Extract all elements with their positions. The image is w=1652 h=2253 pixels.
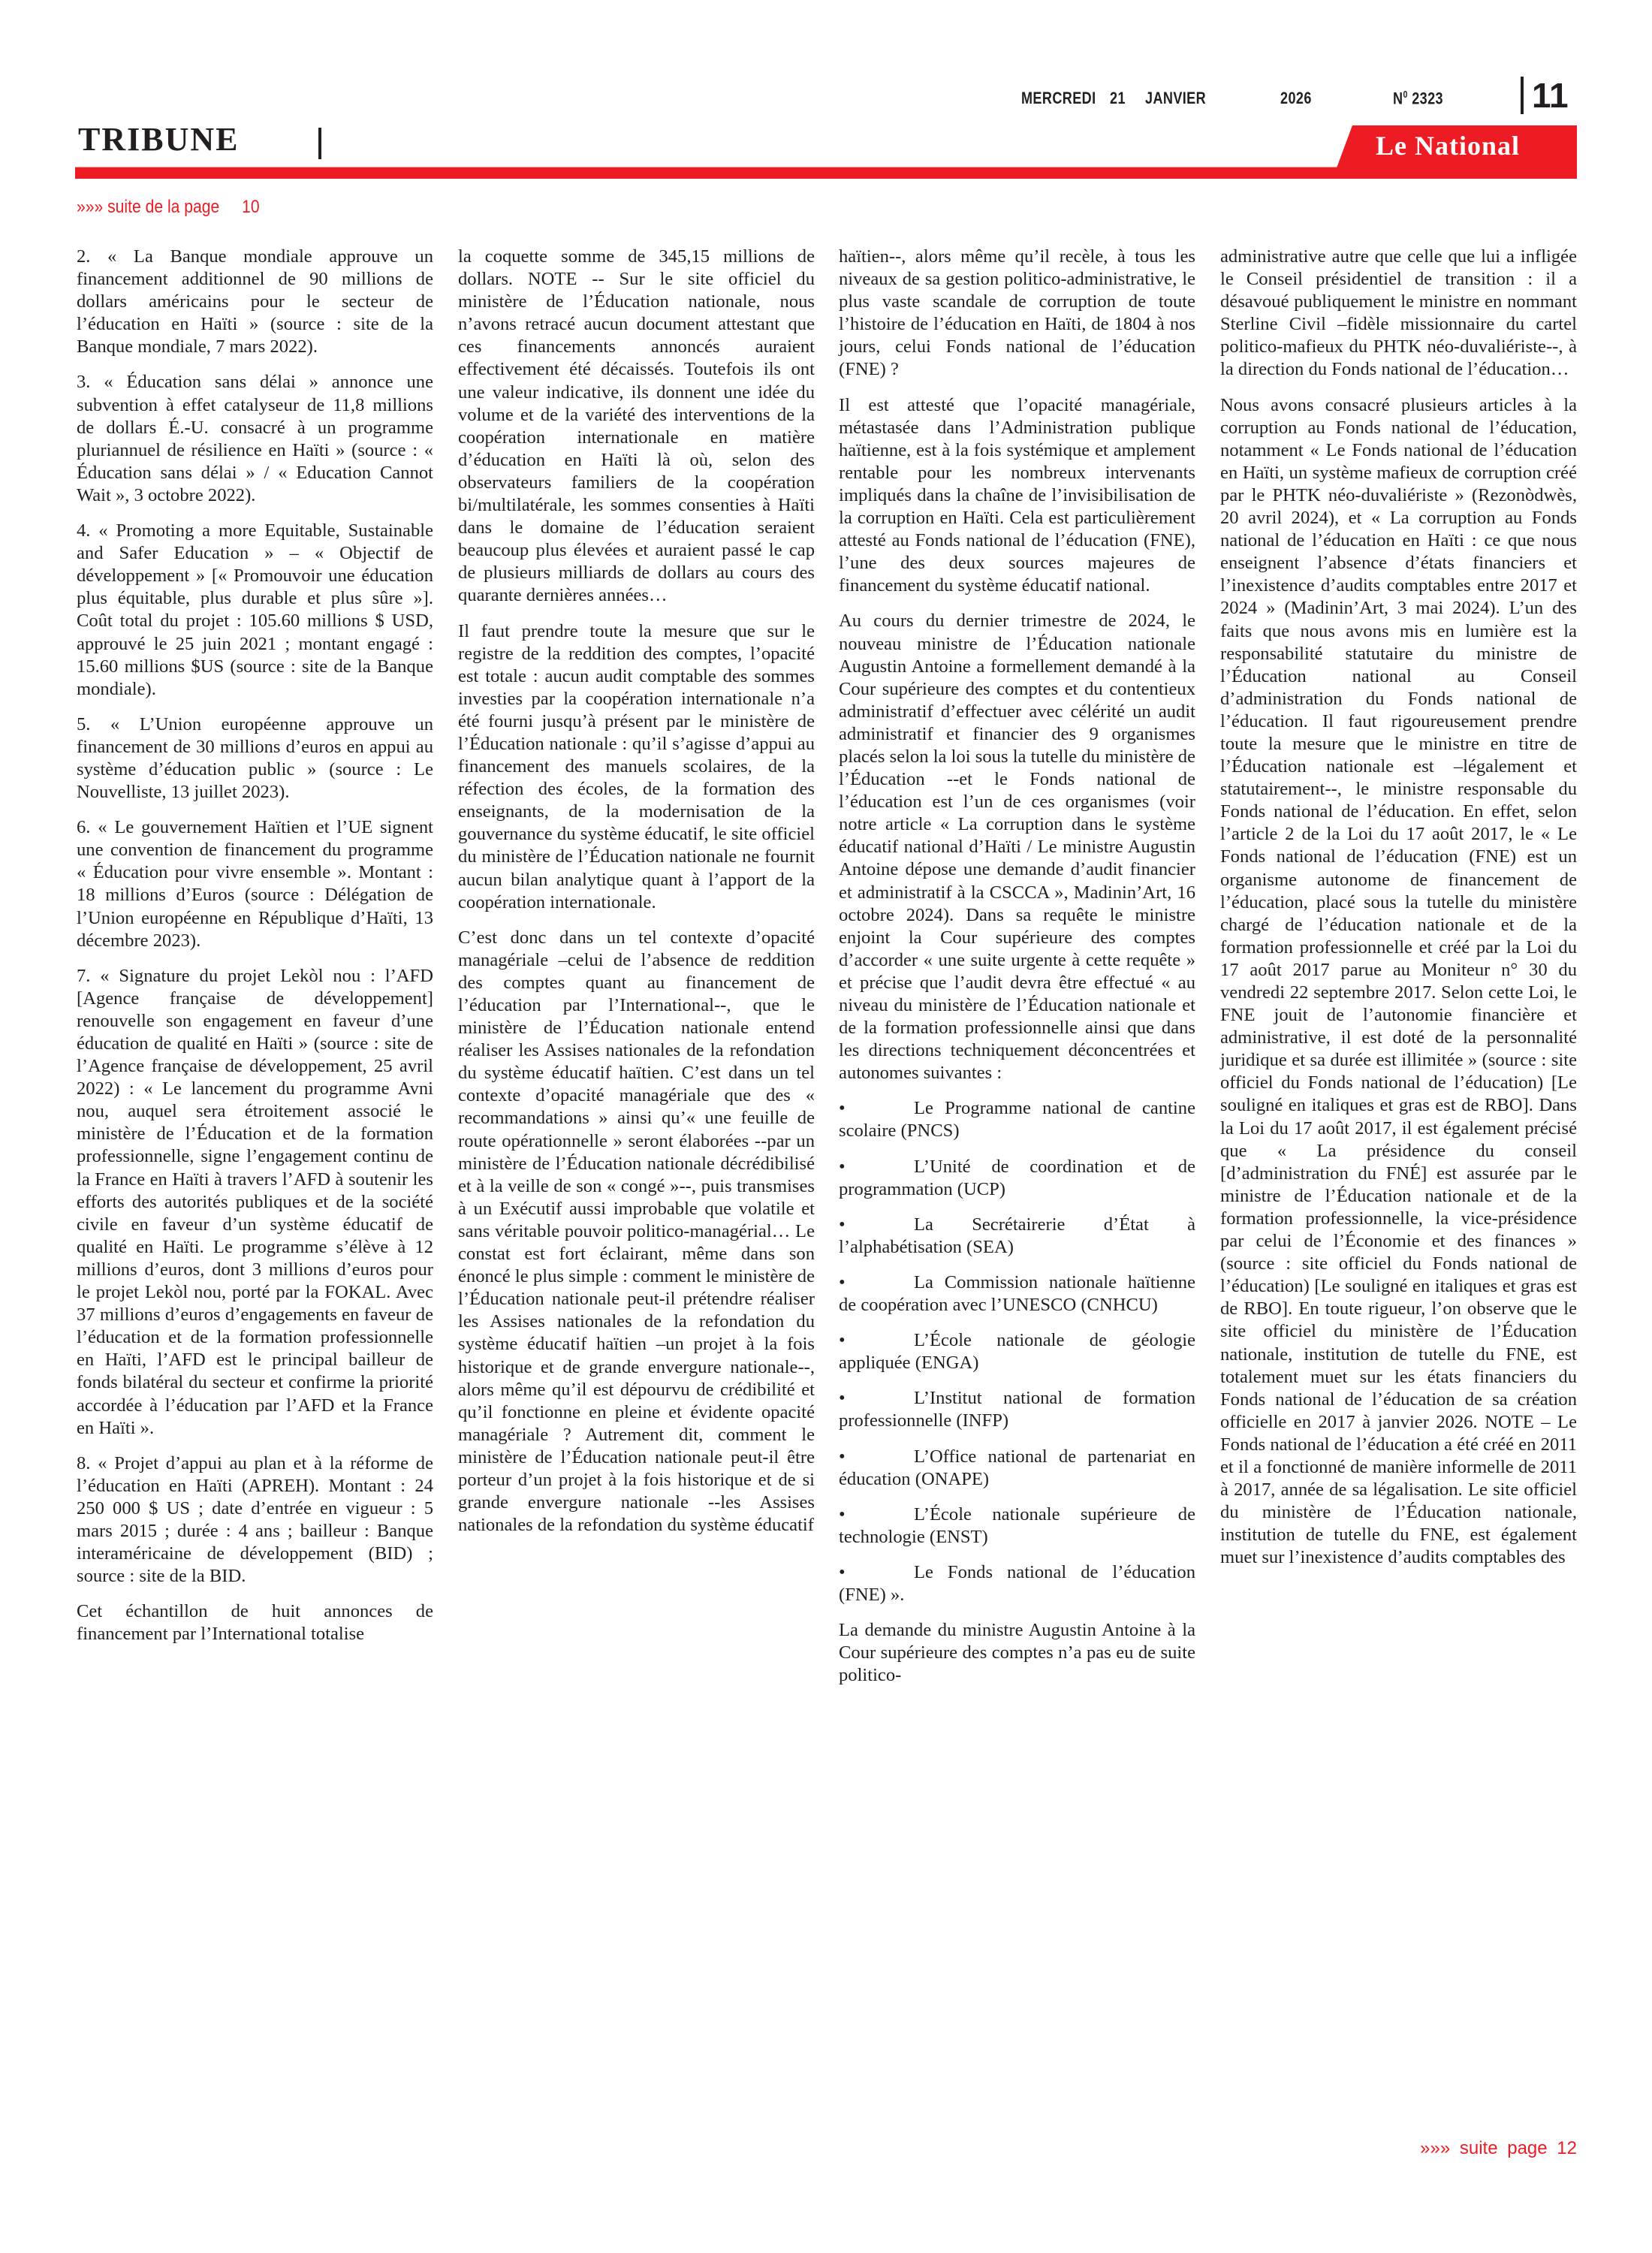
issue-prefix-sup: 0 [1403, 89, 1408, 100]
paragraph: la coquette somme de 345,15 millions de dollars. NOTE -- Sur le site officiel du ministère de l’Éducation nationale, nous n’avons retracé aucun document attestant que ces financements annoncés auraient effectivement été décaissés. Toutefois ils ont une valeur indicative, ils donnent une idée du volume et de la variété des interventions de la coopération internationale en matière d’éducation en Haïti là où, selon des observateurs familiers de la coopération bi/multilatérale, les sommes consenties à Haïti dans le domaine de l’éducation seraient beaucoup plus élevées et auraient passé le cap de plusieurs milliards de dollars au cours des quarante dernières années… [458, 246, 815, 606]
list-item [839, 1329, 1195, 1374]
paragraph: 3. « Éducation sans délai » annonce une subvention à effet catalyseur de 11,8 millions de dollars É.-U. consacré à un programme pluriannuel de résilience en Haïti » (source : « Éducation sans délai » / « Education Cannot Wait », 3 octobre 2022). [77, 372, 433, 505]
article-column-2 [458, 246, 815, 1549]
section-divider [318, 128, 321, 159]
bullet-icon: • [839, 1330, 846, 1351]
list-item [839, 1446, 1195, 1491]
newspaper-logo: Le National [1376, 131, 1521, 161]
paragraph: La demande du ministre Augustin Antoine à la Cour supérieure des comptes n’a pas eu de suite politico- [839, 1620, 1195, 1686]
bullet-icon: • [839, 1156, 846, 1177]
header-divider [1521, 77, 1524, 114]
continued-from-label: »»» suite de la page [77, 197, 220, 217]
issue-year: 2026 [1280, 89, 1312, 107]
paragraph: Il faut prendre toute la mesure que sur le registre de la reddition des comptes, l’opacité est totale : aucun audit comptable des sommes investies par la coopération internationale n’a été fourni jusqu’à présent par le ministère de l’Éducation nationale : qu’il s’agisse d’appui au financement des manuels scolaires, de la réfection des écoles, de la formation des enseignants, de la modernisation de la gouvernance du système éducatif, le site officiel du ministère de l’Éducation nationale ne fournit aucun bilan analytique quant à l’apport de la coopération internationale. [458, 620, 815, 912]
list-item-text: La Secrétairerie d’État à l’alphabétisation (SEA) [839, 1214, 1195, 1257]
paragraph: 8. « Projet d’appui au plan et à la réforme de l’éducation en Haïti (APREH). Montant : 24 250 000 $ US ; date d’entrée en vigueur : 5 mars 2015 ; durée : 4 ans ; bailleur : Banque interaméricaine de développement (BID) ; source : site de la BID. [77, 1452, 433, 1587]
bullet-icon: • [839, 1098, 846, 1119]
list-item-text: L’École nationale de géologie appliquée (ENGA) [839, 1330, 1195, 1374]
article-column-4 [1220, 246, 1577, 1582]
bullet-icon: • [839, 1561, 846, 1582]
paragraph: administrative autre que celle que lui a infligée le Conseil présidentiel de transition : il a désavoué publiquement le ministre en nommant Sterline Civil –fidèle missionnaire du cartel politico-mafieux du PHTK néo-duvaliériste--, à la direction du Fonds national de l’éducation… [1220, 246, 1577, 380]
paragraph: Cet échantillon de huit annonces de financement par l’International totalise [77, 1601, 433, 1645]
paragraph: Nous avons consacré plusieurs articles à la corruption au Fonds national de l’éducation, notamment « Le Fonds national de l’éducation en Haïti, un système mafieux de corruption créé par le PHTK néo-duvaliériste » (Rezonòdwès, 20 avril 2024), et « La corruption au Fonds national de l’éducation en Haïti : ce que nous enseignent l’absence d’états financiers et l’inexistence d’audits comptables entre 2017 et 2024 » (Madinin’Art, 3 mai 2024). L’un des faits que nous avons mis en lumière est la responsabilité statutaire du ministre de l’Éducation national au Conseil d’administration du Fonds national de l’éducation. Il faut rigoureusement prendre toute la mesure que le ministre en titre de l’Éducation nationale est –légalement et statutairement--, le ministre responsable du Fonds national de l’éducation. En effet, selon l’article 2 de la Loi du 17 août 2017, le « Le Fonds national de l’éducation (FNE) est un organisme autonome de financement de l’éducation, placé sous la tutelle du ministère chargé de l’éducation nationale et de la formation professionnelle et créé par la Loi du 17 août 2017 parue au Moniteur n° 30 du vendredi 22 septembre 2017. Selon cette Loi, le FNE jouit de l’autonomie financière et administrative, il est doté de la personnalité juridique et sa durée est illimitée » (source : site officiel du Fonds national de l’éducation) [Le souligné en italiques et gras est de RBO]. Dans la Loi du 17 août 2017, il est également précisé que « La présidence du conseil [d’administration du FNÉ] est assurée par le ministre de l’Éducation nationale et de la formation professionnelle, la vice-présidence par celui de l’Économie et des finances » (source : site officiel du Fonds national de l’éducation) [Le souligné en italiques et gras est de RBO]. En toute rigueur, l’on observe que le site officiel du ministère de l’Éducation nationale, institution de tutelle du FNE, est totalement muet sur les états financiers du Fonds national de l’éducation de sa création officielle en 2017 à janvier 2026. NOTE – Le Fonds national de l’éducation a été créé en 2011 et il a fonctionné de manière informelle de 2011 à 2017, année de sa légalisation. Le site officiel du ministère de l’Éducation nationale, institution de tutelle du FNE, est également muet sur l’inexistence d’audits comptables des [1220, 394, 1577, 1568]
bullet-icon: • [839, 1504, 846, 1525]
continued-from [77, 197, 260, 218]
section-title: TRIBUNE [78, 121, 240, 158]
list-item-text: L’École nationale supérieure de technologie (ENST) [839, 1504, 1195, 1547]
list-item-text: Le Fonds national de l’éducation (FNE) ». [839, 1561, 1195, 1605]
issue-date: 21 [1110, 89, 1126, 107]
issue-month: JANVIER [1145, 89, 1207, 107]
issue-number-value: 2323 [1412, 89, 1443, 108]
bullet-icon: • [839, 1388, 846, 1409]
list-item-text: L’Institut national de formation professionnelle (INFP) [839, 1388, 1195, 1431]
list-item [839, 1214, 1195, 1259]
continued-to-label: »»» suite page [1420, 2138, 1548, 2158]
list-item-text: La Commission nationale haïtienne de coopération avec l’UNESCO (CNHCU) [839, 1271, 1195, 1316]
continued-from-page: 10 [242, 197, 260, 217]
paragraph: Au cours du dernier trimestre de 2024, le nouveau ministre de l’Éducation nationale Augustin Antoine a formellement demandé à la Cour supérieure des comptes et du contentieux administratif d’effectuer avec célérité un audit administratif et financier des 9 organismes placés selon la loi sous la tutelle du ministère de l’Éducation --et le Fonds national de l’éducation est l’un de ces organismes (voir notre article « La corruption dans le système éducatif national d’Haïti / Le ministre Augustin Antoine dépose une demande d’audit financier et administratif à la CSCCA », Madinin’Art, 16 octobre 2024). Dans sa requête le ministre enjoint la Cour supérieure des comptes d’accorder « une suite urgente à cette requête » et précise que l’audit devra être effectué « au niveau du ministère de l’Éducation nationale et de la formation professionnelle ainsi que dans les directions techniquement déconcentrées et autonomes suivantes : [839, 611, 1195, 1084]
page-header-meta [1021, 76, 1607, 119]
article-column-1 [77, 246, 433, 1658]
list-item [839, 1504, 1195, 1549]
paragraph: C’est donc dans un tel contexte d’opacité managériale –celui de l’absence de reddition des comptes quant au financement de l’éducation par l’International--, que le ministère de l’Éducation nationale entend réaliser les Assises nationales de la refondation du système éducatif haïtien. C’est dans un tel contexte d’opacité managériale que des « recommandations » ainsi qu’« une feuille de route opérationnelle » seront élaborées --par un ministère de l’Éducation nationale décrédibilisé et à la veille de son « congé »--, puis transmises à un Exécutif aussi improbable que volatile et sans véritable pouvoir politico-managérial… Le constat est fort éclairant, même dans son énoncé le plus simple : comment le ministère de l’Éducation nationale peut-il prétendre réaliser les Assises nationales de la refondation du système éducatif haïtien –un projet à la fois historique et de grande envergure nationale--, alors même qu’il est dépourvu de crédibilité et qu’il fonctionne en pleine et évidente opacité managériale ? Autrement dit, comment le ministère de l’Éducation nationale peut-il être porteur d’un projet à la fois historique et de si grande envergure nationale --les Assises nationales de la refondation du système éducatif [458, 927, 815, 1536]
bullet-icon: • [839, 1214, 846, 1235]
list-item [839, 1387, 1195, 1432]
paragraph: haïtien--, alors même qu’il recèle, à tous les niveaux de sa gestion politico-administrative, le plus vaste scandale de corruption de toute l’histoire de l’éducation en Haïti, de 1804 à nos jours, celui Fonds national de l’éducation (FNE) ? [839, 246, 1195, 380]
issue-number [1393, 89, 1443, 108]
list-item-text: L’Office national de partenariat en éducation (ONAPE) [839, 1446, 1195, 1489]
continued-to[interactable] [1420, 2138, 1577, 2159]
list-item [839, 1561, 1195, 1606]
continued-to-page: 12 [1557, 2138, 1577, 2158]
paragraph: 4. « Promoting a more Equitable, Sustainable and Safer Education » – « Objectif de développement » [« Promouvoir une éducation plus équitable, plus durable et plus sûre »]. Coût total du projet : 105.60 millions $ USD, approuvé le 25 juin 2021 ; montant engagé : 15.60 millions $US (source : site de la Banque mondiale). [77, 520, 433, 699]
bullet-icon: • [839, 1446, 846, 1467]
bullet-icon: • [839, 1271, 846, 1292]
list-item-text: Le Programme national de cantine scolaire (PNCS) [839, 1098, 1195, 1142]
paragraph: Il est attesté que l’opacité managériale, métastasée dans l’Administration publique haïtienne, est à la fois systémique et amplement rentable pour les nombreux intervenants impliqués dans la chaîne de l’invisibilisation de la corruption en Haïti. Cela est particulièrement attesté au Fonds national de l’éducation (FNE), l’une des deux sources majeures de financement du système éducatif national. [839, 394, 1195, 596]
paragraph: 7. « Signature du projet Lekòl nou : l’AFD [Agence française de développement] renouvelle son engagement en faveur d’une éducation de qualité en Haïti » (source : site de l’Agence française de développement, 25 avril 2022) : « Le lancement du programme Avni nou, auquel sera étroitement associé le ministère de l’Éducation et de la formation professionnelle, signe l’engagement continu de la France en Haïti à travers l’AFD à soutenir les efforts des autorités publiques et de la société civile en faveur d’un système éducatif de qualité en Haïti. Le programme s’élève à 12 millions d’euros, dont 3 millions d’euros pour le projet Lekòl nou, porté par la FOKAL. Avec 37 millions d’euros d’engagements en faveur de l’éducation et de la formation professionnelle en Haïti, l’AFD est le principal bailleur de fonds bilatéral du secteur et confirme la priorité accordée à l’éducation par l’AFD et la France en Haïti ». [77, 965, 433, 1438]
page-number: 11 [1532, 76, 1569, 115]
paragraph: 6. « Le gouvernement Haïtien et l’UE signent une convention de financement du programme « Éducation pour vivre ensemble ». Montant : 18 millions d’Euros (source : Délégation de l’Union européenne en République d’Haïti, 13 décembre 2023). [77, 817, 433, 951]
list-item [839, 1156, 1195, 1201]
issue-day: MERCREDI [1021, 89, 1096, 107]
list-item [839, 1097, 1195, 1142]
list-item [839, 1271, 1195, 1317]
issue-prefix: N [1393, 89, 1403, 108]
paragraph: 2. « La Banque mondiale approuve un financement additionnel de 90 millions de dollars américains pour le secteur de l’éducation en Haïti » (source : site de la Banque mondiale, 7 mars 2022). [77, 246, 433, 357]
article-column-3 [839, 246, 1195, 1700]
list-item-text: L’Unité de coordination et de programmation (UCP) [839, 1156, 1195, 1199]
paragraph: 5. « L’Union européenne approuve un financement de 30 millions d’euros en appui au système d’éducation public » (source : Le Nouvelliste, 13 juillet 2023). [77, 713, 433, 803]
